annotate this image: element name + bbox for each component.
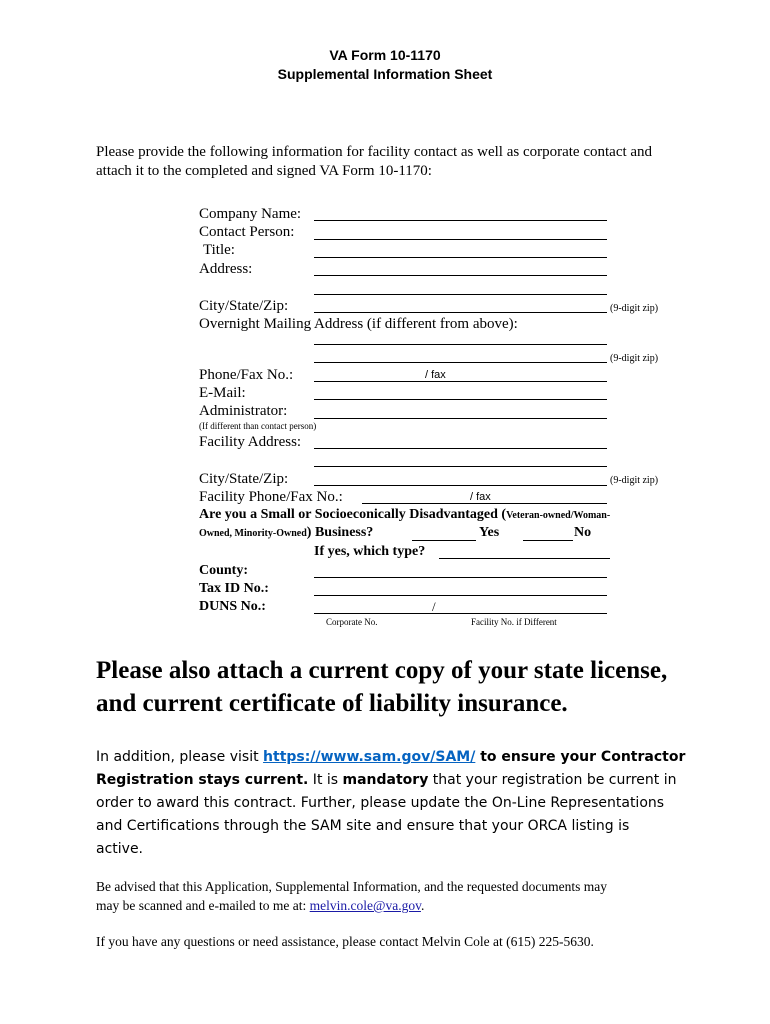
small-business-types-2: Owned, Minority-Owned (199, 528, 307, 539)
duns-separator: / (432, 599, 436, 614)
business-word: ) Business? (306, 525, 374, 540)
duns-field[interactable] (314, 613, 607, 614)
facility-phone-fax-label: Facility Phone/Fax No.: (199, 489, 343, 505)
sam-line-1 (96, 749, 685, 765)
facility-address-label: Facility Address: (199, 434, 302, 450)
facility-city-state-zip-label: City/State/Zip: (199, 471, 289, 487)
title-field[interactable] (314, 257, 607, 258)
intro-line-1: Please provide the following information for facility contact as well as corporate contact and (96, 144, 653, 160)
yes-label: Yes (479, 525, 500, 540)
tax-id-field[interactable] (314, 595, 607, 596)
title-label: Title: (203, 242, 235, 258)
address-field-2[interactable] (314, 294, 607, 295)
small-business-question (199, 507, 610, 523)
small-business-types-1: Veteran-owned/Woman- (506, 510, 611, 521)
zip-note: (9-digit zip) (610, 353, 659, 364)
advised-line-1: Be advised that this Application, Supplemental Information, and the requested documents may (96, 879, 608, 894)
sam-line-2 (96, 772, 676, 788)
address-field-1[interactable] (314, 275, 607, 276)
small-business-question-text: Are you a Small or Socioeconically Disadvantaged ( (199, 507, 507, 522)
sam-line-2-b: that your registration be current in (428, 772, 677, 788)
contact-person-field[interactable] (314, 239, 607, 240)
sam-line-2-bold: Registration stays current. (96, 772, 309, 788)
fax-separator: / fax (425, 369, 446, 381)
no-label: No (574, 525, 592, 540)
duns-label: DUNS No.: (199, 599, 266, 614)
overnight-address-field-2[interactable] (314, 362, 607, 363)
email-field[interactable] (314, 399, 607, 400)
sam-post: to ensure your Contractor (475, 749, 686, 765)
sam-line-2-a: It is (308, 772, 343, 788)
email-label: E-Mail: (199, 385, 246, 401)
facility-phone-fax-field[interactable] (362, 503, 607, 504)
city-state-zip-label: City/State/Zip: (199, 298, 289, 314)
questions-line: If you have any questions or need assistance, please contact Melvin Cole at (615) 225-5630. (96, 934, 594, 949)
advised-line-2-post: . (420, 898, 425, 913)
advised-line-2 (96, 898, 424, 914)
sam-line-5: active. (96, 841, 144, 857)
county-label: County: (199, 563, 249, 578)
contact-person-label: Contact Person: (199, 224, 295, 240)
company-name-field[interactable] (314, 220, 607, 221)
zip-note: (9-digit zip) (610, 475, 659, 486)
overnight-address-label: Overnight Mailing Address (if different from above): (199, 316, 518, 332)
sam-pre: In addition, please visit (96, 749, 264, 765)
if-yes-label: If yes, which type? (314, 544, 426, 559)
tax-id-label: Tax ID No.: (199, 581, 269, 596)
address-label: Address: (199, 261, 253, 277)
zip-note: (9-digit zip) (610, 303, 659, 314)
administrator-field[interactable] (314, 418, 607, 419)
facility-address-field-1[interactable] (314, 448, 607, 449)
corporate-no-note: Corporate No. (326, 617, 378, 627)
sam-link[interactable]: https://www.sam.gov/SAM/ (263, 749, 476, 765)
county-field[interactable] (314, 577, 607, 578)
sam-mandatory: mandatory (342, 772, 429, 788)
sam-line-3: order to award this contract. Further, please update the On-Line Representations (96, 795, 665, 811)
fax-separator: / fax (470, 491, 491, 503)
administrator-label: Administrator: (199, 403, 288, 419)
form-number: VA Form 10-1170 (329, 47, 441, 63)
form-subtitle: Supplemental Information Sheet (277, 66, 493, 82)
small-business-question-line-2 (199, 525, 373, 541)
facility-city-state-zip-field[interactable] (314, 485, 607, 486)
yes-field[interactable] (412, 540, 476, 541)
attach-notice-line-1: Please also attach a current copy of your state license, (96, 657, 668, 684)
overnight-address-field-1[interactable] (314, 344, 607, 345)
company-name-label: Company Name: (199, 206, 302, 222)
attach-notice-line-2: and current certificate of liability insurance. (96, 690, 568, 717)
phone-fax-label: Phone/Fax No.: (199, 367, 294, 383)
city-state-zip-field[interactable] (314, 312, 607, 313)
sam-line-4: and Certifications through the SAM site and ensure that your ORCA listing is (96, 818, 630, 834)
phone-fax-field[interactable] (314, 381, 607, 382)
facility-no-note: Facility No. if Different (471, 617, 557, 627)
advised-line-2-pre: may be scanned and e-mailed to me at: (96, 898, 310, 913)
administrator-note: (If different than contact person) (199, 421, 317, 431)
email-link[interactable]: melvin.cole@va.gov (309, 898, 421, 913)
intro-line-2: attach it to the completed and signed VA Form 10-1170: (96, 163, 432, 179)
facility-address-field-2[interactable] (314, 466, 607, 467)
if-yes-field[interactable] (439, 558, 610, 559)
no-field[interactable] (523, 540, 573, 541)
